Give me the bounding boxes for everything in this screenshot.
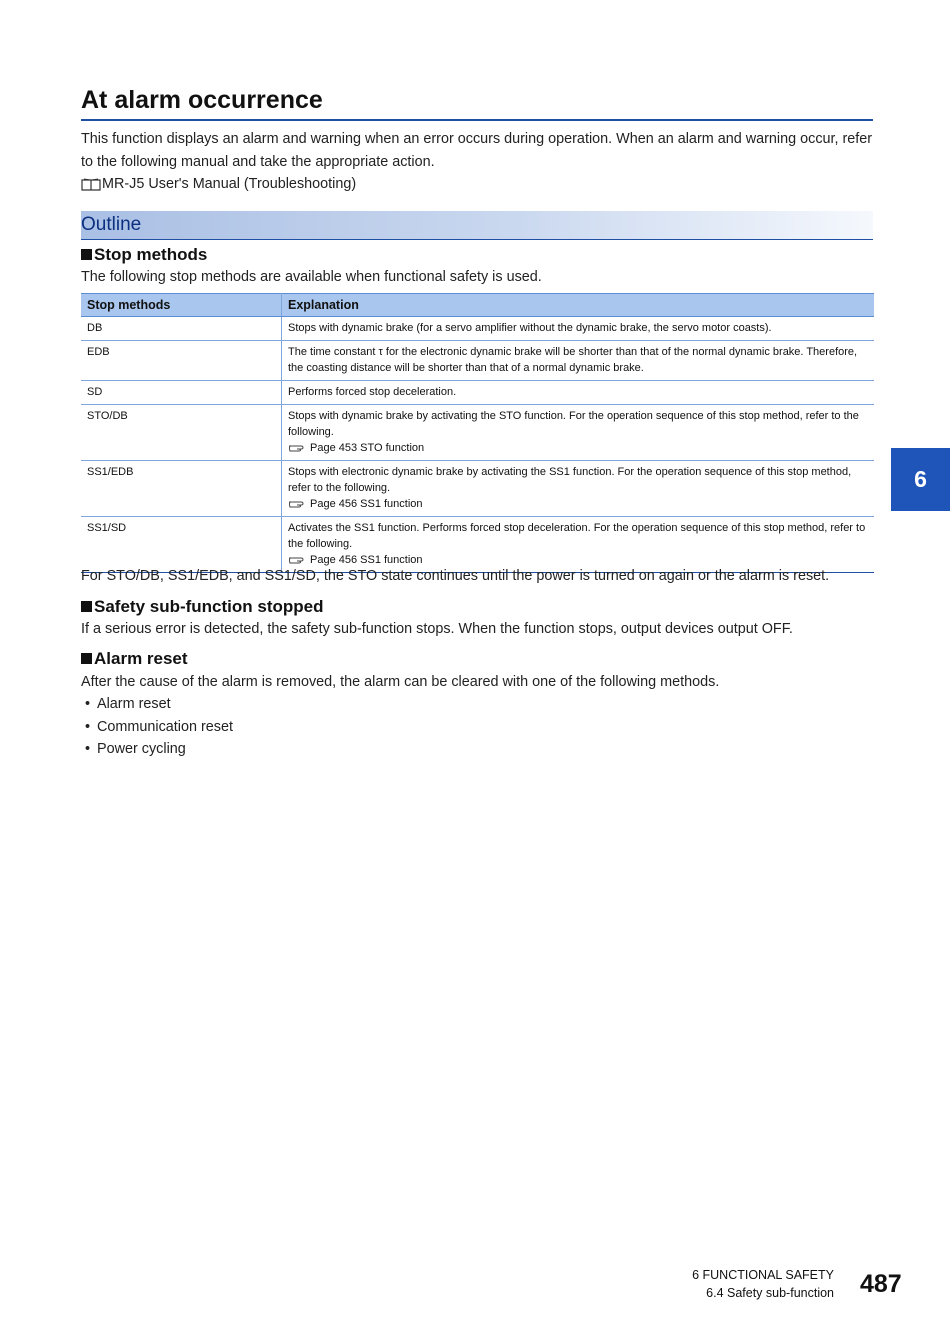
intro-section bbox=[81, 128, 876, 196]
manual-reference[interactable] bbox=[81, 173, 876, 196]
page-number: 487 bbox=[860, 1270, 902, 1298]
stop-method-cell: STO/DB bbox=[81, 405, 282, 461]
chapter-tab[interactable]: 6 bbox=[891, 448, 950, 511]
safety-sub-function-stopped-heading: Safety sub-function stopped bbox=[81, 597, 324, 617]
explanation-cell: Activates the SS1 function. Performs forced stop deceleration. For the operation sequence of this stop method, refer to the following. Page 456 SS1 function bbox=[282, 517, 875, 573]
explanation-cell: The time constant τ for the electronic dynamic brake will be shorter than that of the normal dynamic brake. Therefore, the coasting distance will be shorter than that of a normal dynamic brake. bbox=[282, 341, 875, 381]
column-header-stop-methods: Stop methods bbox=[81, 294, 282, 317]
square-bullet-icon bbox=[81, 653, 92, 664]
stop-methods-note: For STO/DB, SS1/EDB, and SS1/SD, the STO state continues until the power is turned on again or the alarm is reset. bbox=[81, 568, 830, 584]
table-row bbox=[81, 517, 874, 573]
table-row bbox=[81, 317, 874, 341]
table-row bbox=[81, 381, 874, 405]
pointing-hand-icon bbox=[288, 443, 308, 453]
pointing-hand-icon bbox=[288, 499, 308, 509]
list-item: • Power cycling bbox=[85, 741, 186, 757]
page-title: At alarm occurrence bbox=[81, 86, 873, 121]
page-reference-link[interactable]: Page 456 SS1 function bbox=[288, 552, 868, 568]
outline-heading: Outline bbox=[81, 214, 142, 235]
alarm-reset-heading: Alarm reset bbox=[81, 649, 188, 669]
outline-heading-bar bbox=[81, 211, 873, 240]
manual-reference-text: MR-J5 User's Manual (Troubleshooting) bbox=[102, 176, 357, 192]
list-item: • Communication reset bbox=[85, 718, 233, 735]
footer-section: 6.4 Safety sub-function bbox=[706, 1286, 834, 1300]
table-row bbox=[81, 405, 874, 461]
footer-chapter: 6 FUNCTIONAL SAFETY bbox=[692, 1268, 834, 1282]
square-bullet-icon bbox=[81, 601, 92, 612]
stop-method-cell: EDB bbox=[81, 341, 282, 381]
book-icon bbox=[81, 178, 101, 191]
explanation-cell: Stops with electronic dynamic brake by activating the SS1 function. For the operation sequence of this stop method, refer to the following. Page 456 SS1 function bbox=[282, 461, 875, 517]
safety-sub-function-stopped-text: If a serious error is detected, the safety sub-function stops. When the function stops, output devices output OFF. bbox=[81, 621, 793, 637]
alarm-reset-text: After the cause of the alarm is removed, the alarm can be cleared with one of the following methods. bbox=[81, 674, 720, 690]
stop-method-cell: SD bbox=[81, 381, 282, 405]
table-row bbox=[81, 461, 874, 517]
stop-methods-intro: The following stop methods are available when functional safety is used. bbox=[81, 269, 542, 285]
table-header-row bbox=[81, 294, 874, 317]
intro-text: This function displays an alarm and warning when an error occurs during operation. When an alarm and warning occur, refer to the following manual and take the appropriate action. bbox=[81, 131, 873, 170]
stop-method-cell: DB bbox=[81, 317, 282, 341]
explanation-cell: Performs forced stop deceleration. bbox=[282, 381, 875, 405]
stop-method-cell: SS1/SD bbox=[81, 517, 282, 573]
explanation-cell: Stops with dynamic brake by activating the STO function. For the operation sequence of this stop method, refer to the following. Page 453 STO function bbox=[282, 405, 875, 461]
page-reference-link[interactable]: Page 453 STO function bbox=[288, 440, 868, 456]
stop-methods-table bbox=[81, 293, 874, 573]
alarm-reset-methods-list bbox=[85, 693, 233, 761]
stop-methods-heading: Stop methods bbox=[81, 245, 207, 265]
column-header-explanation: Explanation bbox=[282, 294, 875, 317]
square-bullet-icon bbox=[81, 249, 92, 260]
table-row bbox=[81, 341, 874, 381]
page-reference-link[interactable]: Page 456 SS1 function bbox=[288, 496, 868, 512]
stop-method-cell: SS1/EDB bbox=[81, 461, 282, 517]
list-item: • Alarm reset bbox=[85, 696, 171, 712]
footer-breadcrumb bbox=[692, 1266, 834, 1302]
explanation-cell: Stops with dynamic brake (for a servo amplifier without the dynamic brake, the servo motor coasts). bbox=[282, 317, 875, 341]
pointing-hand-icon bbox=[288, 555, 308, 565]
